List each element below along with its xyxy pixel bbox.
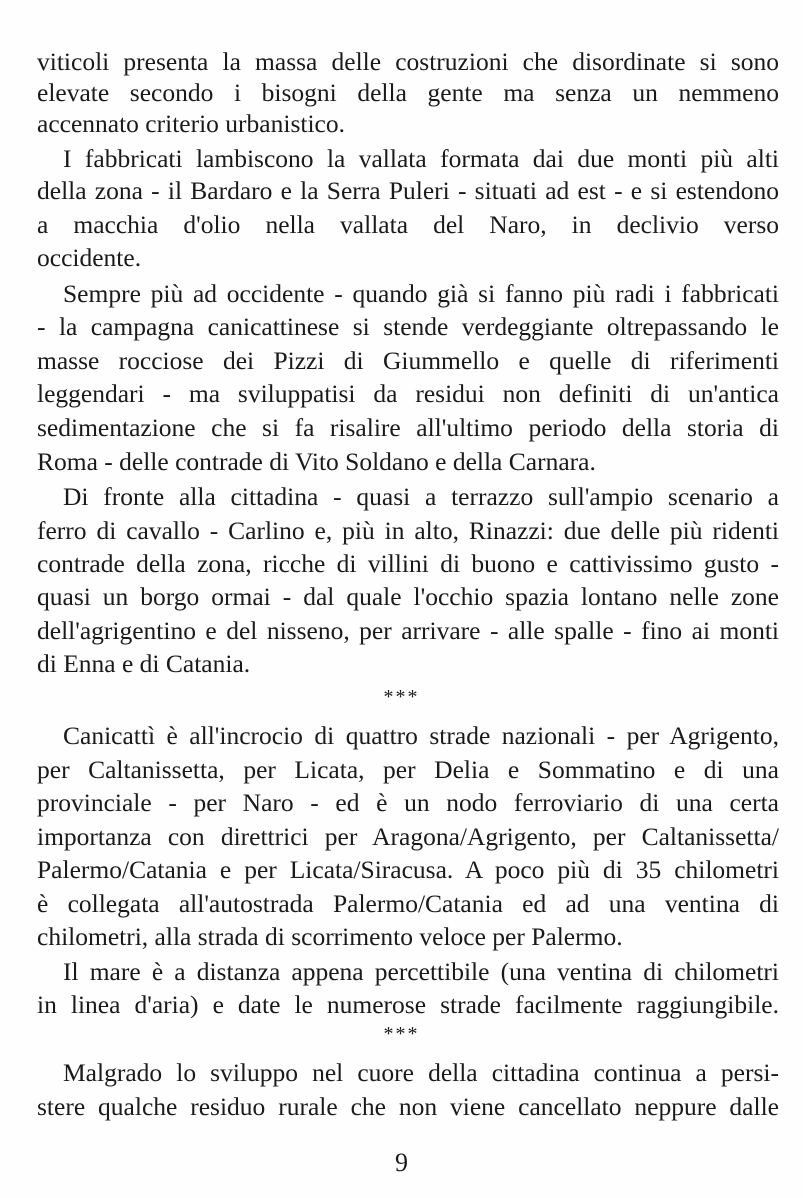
text-line: Sempre più ad occidente - quando già si fanno più radi i fabbricati xyxy=(63,279,779,308)
text-line: Roma - delle contrade di Vito Soldano e della Carnara. xyxy=(37,447,596,476)
text-line: I fabbricati lambiscono la vallata formata dai due monti più alti xyxy=(63,144,779,173)
text-line: dell'agrigentino e del nisseno, per arrivare - alle spalle - fino ai monti xyxy=(37,616,779,645)
text-line: Malgrado lo sviluppo nel cuore della cittadina continua a persi- xyxy=(63,1058,779,1087)
text-line: occidente. xyxy=(37,243,142,272)
section-separator: *** xyxy=(383,686,420,708)
text-line: importanza con direttrici per Aragona/Agrigento, per Caltanissetta/ xyxy=(37,822,779,851)
text-line: stere qualche residuo rurale che non viene cancellato neppure dalle xyxy=(37,1092,779,1121)
text-line: sedimentazione che si fa risalire all'ultimo periodo della storia di xyxy=(37,413,779,442)
text-line: quasi un borgo ormai - dal quale l'occhio spazia lontano nelle zone xyxy=(37,582,779,611)
text-line: per Caltanissetta, per Licata, per Delia e Sommatino e di una xyxy=(37,755,779,784)
text-line: in linea d'aria) e date le numerose strade facilmente raggiungibile. xyxy=(37,990,779,1019)
text-line: è collegata all'autostrada Palermo/Catania ed ad una ventina di xyxy=(37,889,779,918)
text-line: accennato criterio urbanistico. xyxy=(37,109,345,138)
text-line: leggendari - ma sviluppatisi da residui non definiti di un'antica xyxy=(37,379,779,408)
text-line: Canicattì è all'incrocio di quattro strade nazionali - per Agrigento, xyxy=(63,721,779,750)
text-line: a macchia d'olio nella vallata del Naro, in declivio verso xyxy=(37,210,779,239)
page-number: 9 xyxy=(395,1148,408,1177)
text-line: masse rocciose dei Pizzi di Giummello e quelle di riferimenti xyxy=(37,346,779,375)
text-line: ferro di cavallo - Carlino e, più in alto, Rinazzi: due delle più ridenti xyxy=(37,516,779,545)
text-line: Il mare è a distanza appena percettibile (una ventina di chilometri xyxy=(63,957,779,986)
text-line: di Enna e di Catania. xyxy=(37,649,251,678)
section-separator: *** xyxy=(383,1023,420,1045)
text-line: - la campagna canicattinese si stende verdeggiante oltrepassando le xyxy=(37,312,779,341)
text-line: della zona - il Bardaro e la Serra Puleri - situati ad est - e si estendono xyxy=(37,176,779,205)
text-line: elevate secondo i bisogni della gente ma senza un nemmeno xyxy=(37,78,779,107)
text-line: provinciale - per Naro - ed è un nodo ferroviario di una certa xyxy=(37,788,779,817)
text-line: viticoli presenta la massa delle costruzioni che disordinate si sono xyxy=(37,47,779,76)
text-line: chilometri, alla strada di scorrimento veloce per Palermo. xyxy=(37,922,623,951)
text-line: Di fronte alla cittadina - quasi a terrazzo sull'ampio scenario a xyxy=(63,482,779,511)
text-line: Palermo/Catania e per Licata/Siracusa. A poco più di 35 chilometri xyxy=(37,855,779,884)
text-line: contrade della zona, ricche di villini di buono e cattivissimo gusto - xyxy=(37,549,779,578)
